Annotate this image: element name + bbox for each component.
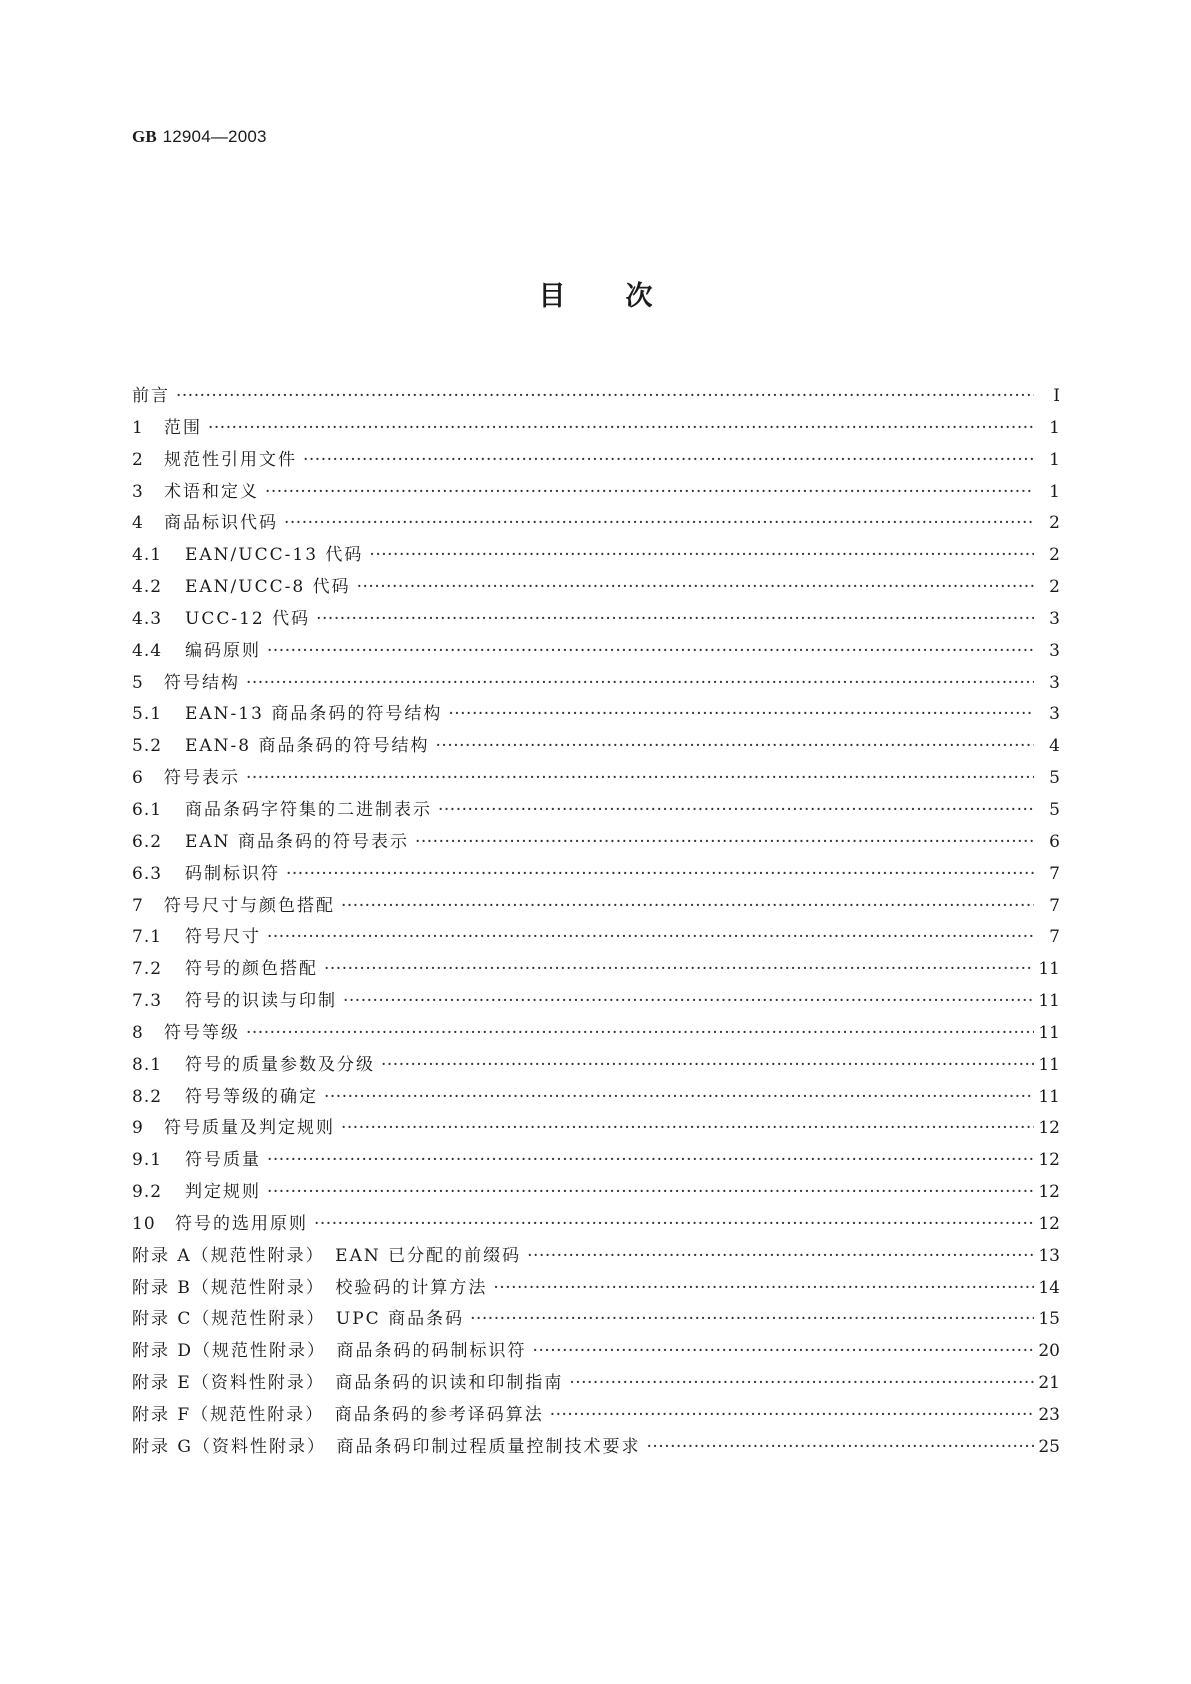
toc-entry-label: 附录 A（规范性附录） EAN 已分配的前缀码 [132, 1245, 522, 1266]
toc-dot-leader [265, 482, 1034, 502]
toc-dot-leader [246, 768, 1034, 788]
toc-entry-label: 符号等级的确定 [185, 1086, 318, 1107]
toc-entry-label: UCC-12 代码 [185, 608, 311, 629]
table-of-contents [132, 381, 1060, 1464]
toc-entry-page: 2 [1049, 513, 1060, 534]
toc-entry-number: 4.2 [132, 577, 163, 598]
toc-entry[interactable] [132, 1336, 1060, 1368]
toc-dot-leader [303, 450, 1034, 470]
toc-entry[interactable] [132, 1400, 1060, 1432]
toc-entry-label: 编码原则 [185, 640, 261, 661]
toc-dot-leader [267, 1182, 1034, 1202]
toc-entry[interactable] [132, 1050, 1060, 1082]
toc-entry-page: 12 [1038, 1118, 1060, 1139]
toc-dot-leader [316, 609, 1034, 629]
toc-dot-leader [314, 1214, 1034, 1234]
toc-entry-number: 6.1 [132, 799, 163, 820]
toc-entry[interactable] [132, 827, 1060, 859]
toc-entry[interactable] [132, 508, 1060, 540]
toc-entry-label: 商品条码字符集的二进制表示 [185, 799, 432, 820]
toc-dot-leader [246, 673, 1034, 693]
toc-entry-label: 符号尺寸 [185, 927, 261, 948]
toc-entry-page: 20 [1038, 1341, 1060, 1362]
toc-entry-page: 21 [1038, 1373, 1060, 1394]
toc-entry-page: 7 [1049, 895, 1060, 916]
toc-dot-leader [415, 832, 1034, 852]
toc-entry-number: 7.1 [132, 927, 163, 948]
toc-entry-number: 2 [132, 449, 144, 470]
toc-entry-page: 11 [1038, 1054, 1060, 1075]
toc-dot-leader [436, 736, 1034, 756]
toc-dot-leader [569, 1373, 1034, 1393]
toc-entry-number: 4.3 [132, 608, 163, 629]
toc-entry[interactable] [132, 1113, 1060, 1145]
toc-entry-page: 13 [1038, 1245, 1060, 1266]
toc-entry-page: 2 [1049, 545, 1060, 566]
toc-entry-number: 4 [132, 513, 144, 534]
toc-dot-leader [357, 577, 1034, 597]
toc-entry[interactable] [132, 1018, 1060, 1050]
toc-dot-leader [267, 1150, 1034, 1170]
toc-entry-label: 符号等级 [164, 1022, 240, 1043]
toc-entry-number: 8.1 [132, 1054, 163, 1075]
toc-entry-number: 8 [132, 1022, 144, 1043]
toc-entry[interactable] [132, 1368, 1060, 1400]
toc-entry-page: 11 [1038, 1086, 1060, 1107]
toc-entry-page: 3 [1049, 704, 1060, 725]
toc-dot-leader [341, 1118, 1034, 1138]
toc-entry[interactable] [132, 1082, 1060, 1114]
toc-entry-label: 符号质量及判定规则 [164, 1118, 335, 1139]
toc-entry-page: I [1053, 386, 1060, 406]
toc-entry-page: 5 [1049, 768, 1060, 789]
toc-entry[interactable] [132, 1304, 1060, 1336]
toc-entry[interactable] [132, 668, 1060, 700]
toc-entry-number: 6.3 [132, 863, 163, 884]
toc-entry-label: 附录 B（规范性附录） 校验码的计算方法 [132, 1277, 488, 1298]
toc-entry-label: 术语和定义 [164, 481, 259, 502]
toc-entry[interactable] [132, 413, 1060, 445]
toc-entry-page: 11 [1038, 991, 1060, 1012]
toc-entry-label: 符号的识读与印制 [185, 991, 337, 1012]
toc-entry-page: 6 [1049, 831, 1060, 852]
toc-entry-label: 符号的质量参数及分级 [185, 1054, 375, 1075]
toc-dot-leader [438, 800, 1034, 820]
toc-dot-leader [324, 959, 1034, 979]
toc-entry-page: 4 [1049, 736, 1060, 757]
toc-entry-page: 11 [1038, 1022, 1060, 1043]
toc-entry-page: 3 [1049, 640, 1060, 661]
toc-entry-label: EAN-13 商品条码的符号结构 [185, 704, 443, 725]
toc-entry-page: 7 [1049, 863, 1060, 884]
toc-entry-page: 14 [1038, 1277, 1060, 1298]
toc-entry-number: 3 [132, 481, 144, 502]
toc-entry-label: 范围 [164, 417, 202, 438]
toc-entry[interactable] [132, 477, 1060, 509]
toc-dot-leader [550, 1405, 1034, 1425]
toc-dot-leader [646, 1437, 1034, 1457]
standard-code: 12904—2003 [162, 127, 267, 146]
toc-entry-page: 15 [1038, 1309, 1060, 1330]
toc-entry[interactable] [132, 1145, 1060, 1177]
toc-dot-leader [267, 641, 1034, 661]
toc-entry-number: 9.2 [132, 1182, 163, 1203]
toc-dot-leader [284, 513, 1034, 533]
toc-dot-leader [176, 386, 1034, 406]
toc-entry-label: 附录 E（资料性附录） 商品条码的识读和印制指南 [132, 1373, 564, 1394]
toc-entry-label: 附录 G（资料性附录） 商品条码印制过程质量控制技术要求 [132, 1436, 641, 1457]
toc-entry-page: 1 [1049, 417, 1060, 438]
toc-dot-leader [493, 1278, 1034, 1298]
toc-entry[interactable] [132, 1432, 1060, 1464]
toc-entry[interactable] [132, 445, 1060, 477]
toc-entry-number: 4.4 [132, 640, 163, 661]
toc-entry-page: 12 [1038, 1150, 1060, 1171]
toc-entry[interactable] [132, 572, 1060, 604]
toc-entry[interactable] [132, 604, 1060, 636]
toc-entry[interactable] [132, 859, 1060, 891]
toc-entry-number: 6 [132, 768, 144, 789]
toc-dot-leader [448, 704, 1034, 724]
toc-entry-label: EAN/UCC-8 代码 [185, 577, 351, 598]
toc-dot-leader [267, 927, 1034, 947]
toc-dot-leader [341, 896, 1034, 916]
toc-entry-number: 10 [132, 1213, 156, 1234]
toc-entry-label: 符号结构 [164, 672, 240, 693]
toc-entry[interactable] [132, 1209, 1060, 1241]
toc-entry-number: 8.2 [132, 1086, 163, 1107]
toc-entry-label: 商品标识代码 [164, 513, 278, 534]
toc-entry-page: 3 [1049, 608, 1060, 629]
toc-dot-leader [208, 418, 1034, 438]
toc-entry[interactable] [132, 954, 1060, 986]
toc-entry-label: 判定规则 [185, 1182, 261, 1203]
toc-entry-number: 6.2 [132, 831, 163, 852]
toc-dot-leader [470, 1309, 1034, 1329]
toc-entry-label: 符号的颜色搭配 [185, 959, 318, 980]
toc-dot-leader [324, 1087, 1034, 1107]
toc-entry-number: 7.3 [132, 991, 163, 1012]
toc-entry-label: 符号的选用原则 [175, 1213, 308, 1234]
toc-entry-label: EAN/UCC-13 代码 [185, 545, 364, 566]
toc-dot-leader [527, 1246, 1034, 1266]
toc-entry-label: 码制标识符 [185, 863, 280, 884]
page-title: 目次 [538, 281, 713, 312]
toc-entry-number: 7 [132, 895, 144, 916]
toc-entry[interactable] [132, 636, 1060, 668]
toc-dot-leader [286, 864, 1034, 884]
toc-entry-number: 1 [132, 417, 144, 438]
toc-entry[interactable] [132, 1273, 1060, 1305]
toc-entry-page: 2 [1049, 577, 1060, 598]
toc-entry-label: 规范性引用文件 [164, 449, 297, 470]
toc-entry-page: 1 [1049, 449, 1060, 470]
toc-entry-number: 9.1 [132, 1150, 163, 1171]
toc-entry[interactable] [132, 731, 1060, 763]
toc-entry[interactable] [132, 381, 1060, 413]
toc-entry-page: 7 [1049, 927, 1060, 948]
toc-entry[interactable] [132, 795, 1060, 827]
toc-entry[interactable] [132, 763, 1060, 795]
toc-dot-leader [533, 1341, 1034, 1361]
toc-entry-label: EAN 商品条码的符号表示 [185, 831, 409, 852]
toc-entry[interactable] [132, 1177, 1060, 1209]
toc-entry[interactable] [132, 1241, 1060, 1273]
toc-dot-leader [343, 991, 1034, 1011]
toc-entry-number: 4.1 [132, 545, 163, 566]
toc-entry-page: 12 [1038, 1213, 1060, 1234]
standard-number [132, 127, 267, 147]
toc-entry[interactable] [132, 699, 1060, 731]
toc-entry-page: 25 [1038, 1436, 1060, 1457]
standard-prefix: GB [132, 127, 157, 146]
toc-entry[interactable] [132, 891, 1060, 923]
toc-entry-number: 5.1 [132, 704, 163, 725]
toc-dot-leader [246, 1023, 1034, 1043]
toc-entry-label: 附录 C（规范性附录） UPC 商品条码 [132, 1309, 465, 1330]
toc-entry-page: 23 [1038, 1405, 1060, 1425]
toc-entry-label: EAN-8 商品条码的符号结构 [185, 736, 430, 757]
toc-entry-page: 1 [1049, 481, 1060, 502]
toc-entry-label: 附录 D（规范性附录） 商品条码的码制标识符 [132, 1341, 527, 1362]
toc-entry[interactable] [132, 540, 1060, 572]
toc-entry[interactable] [132, 986, 1060, 1018]
toc-dot-leader [369, 545, 1034, 565]
toc-entry-number: 5.2 [132, 736, 163, 757]
toc-entry-number: 5 [132, 672, 144, 693]
toc-entry-number: 9 [132, 1118, 144, 1139]
toc-entry-page: 3 [1049, 672, 1060, 693]
toc-dot-leader [381, 1055, 1034, 1075]
toc-entry-label: 符号质量 [185, 1150, 261, 1171]
toc-entry-label: 符号表示 [164, 768, 240, 789]
toc-entry-label: 前言 [132, 386, 170, 406]
toc-entry-page: 11 [1038, 959, 1060, 980]
toc-entry-page: 5 [1049, 799, 1060, 820]
toc-entry-number: 7.2 [132, 959, 163, 980]
toc-entry-page: 12 [1038, 1182, 1060, 1203]
toc-entry-label: 附录 F（规范性附录） 商品条码的参考译码算法 [132, 1405, 544, 1425]
toc-entry-label: 符号尺寸与颜色搭配 [164, 895, 335, 916]
toc-entry[interactable] [132, 922, 1060, 954]
